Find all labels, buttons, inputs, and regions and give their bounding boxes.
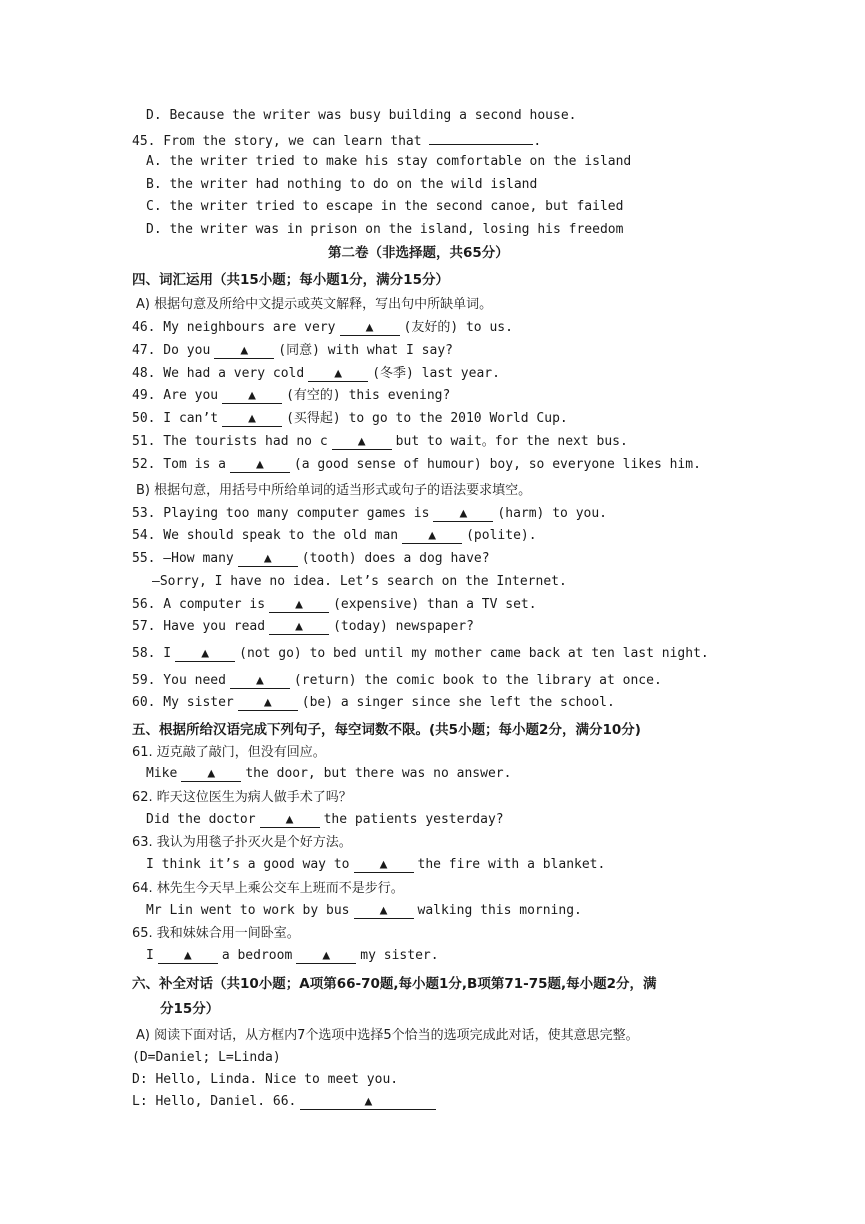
q50-text: 50. I can’t [132, 411, 219, 426]
q59-text: 59. You need [132, 673, 226, 688]
q53-text: 53. Playing too many computer games is [132, 506, 430, 521]
q64-blank [354, 903, 414, 919]
q56-text: 56. A computer is [132, 597, 266, 612]
q61-blank [181, 766, 241, 782]
question-62-chinese: 62. 昨天这位医生为病人做手术了吗？ [132, 790, 352, 805]
dlg2-text: L: Hello, Daniel. 66. [132, 1094, 297, 1109]
q45-option-a: A. the writer tried to make his stay comfortable on the island [146, 154, 632, 169]
q49-hint: (有空的) this evening? [286, 388, 451, 403]
question-55 [132, 550, 490, 568]
q45-option-c: C. the writer tried to escape in the second canoe, but failed [146, 199, 624, 214]
question-61-chinese: 61. 迈克敲了敲门，但没有回应。 [132, 745, 326, 760]
question-47 [132, 342, 453, 360]
q60-blank [238, 695, 298, 711]
dialogue-line-linda [132, 1093, 440, 1111]
q65-blank-1 [158, 948, 218, 964]
triangle-icon: ▲ [357, 434, 366, 449]
q48-blank [308, 366, 368, 382]
q57-text: 57. Have you read [132, 619, 266, 634]
question-58 [132, 645, 709, 663]
q45-text: 45. From the story, we can learn that [132, 134, 430, 149]
question-49 [132, 387, 450, 405]
part-two-heading: 第二卷（非选择题，共65分） [328, 245, 509, 261]
q63-rest: the fire with a blanket. [417, 857, 606, 872]
question-57 [132, 618, 474, 636]
q60-hint: (be) a singer since she left the school. [301, 695, 615, 710]
question-65-chinese: 65. 我和妹妹合用一间卧室。 [132, 926, 300, 941]
question-48 [132, 365, 500, 383]
q62-text: Did the doctor [146, 812, 256, 827]
question-55-reply: —Sorry, I have no idea. Let’s search on the Internet. [152, 574, 567, 589]
q61-text: Mike [146, 766, 178, 781]
q45-end: . [533, 134, 542, 149]
q55-text: 55. —How many [132, 551, 234, 566]
q56-blank [269, 597, 329, 613]
question-53 [132, 505, 607, 523]
section-four-b-instruction: B) 根据句意，用括号中所给单词的适当形式或句子的语法要求填空。 [136, 483, 532, 498]
triangle-icon: ▲ [256, 673, 264, 688]
q51-hint: but to wait。for the next bus. [395, 434, 628, 449]
triangle-icon: ▲ [459, 506, 468, 521]
question-63-english [146, 856, 605, 874]
question-65-english [146, 947, 439, 965]
q63-text: I think it’s a good way to [146, 857, 350, 872]
section-six-heading: 六、补全对话（共10小题；A项第66-70题,每小题1分,B项第71-75题,每小题2分，满 [132, 976, 657, 992]
q65-rest: my sister. [360, 948, 439, 963]
q58-hint: (not go) to bed until my mother came back at ten last night. [239, 646, 709, 661]
q54-blank [402, 528, 462, 544]
q49-text: 49. Are you [132, 388, 219, 403]
q49-blank [222, 388, 282, 404]
q65-text: I [146, 948, 154, 963]
q48-hint: (冬季) last year. [372, 366, 500, 381]
section-five-heading: 五、根据所给汉语完成下列句子，每空词数不限。(共5小题；每小题2分，满分10分) [132, 722, 641, 738]
q48-text: 48. We had a very cold [132, 366, 305, 381]
q46-hint: (友好的) to us. [403, 320, 513, 335]
q45-stem [132, 130, 541, 151]
question-61-english [146, 765, 511, 783]
q60-text: 60. My sister [132, 695, 234, 710]
section-four-a-instruction: A) 根据句意及所给中文提示或英文解释，写出句中所缺单词。 [136, 297, 493, 312]
q53-blank [433, 506, 493, 522]
q45-option-b: B. the writer had nothing to do on the wild island [146, 177, 538, 192]
q50-blank [222, 411, 282, 427]
triangle-icon: ▲ [295, 619, 303, 634]
q47-blank [214, 343, 274, 359]
triangle-icon: ▲ [379, 857, 388, 872]
triangle-icon: ▲ [428, 528, 437, 543]
triangle-icon: ▲ [379, 903, 388, 918]
q47-text: 47. Do you [132, 343, 211, 358]
q45-blank [429, 130, 533, 145]
triangle-icon: ▲ [322, 948, 331, 963]
triangle-icon: ▲ [365, 320, 374, 335]
q65-blank-2 [296, 948, 356, 964]
q44-option-d: D. Because the writer was busy building a second house. [146, 108, 577, 123]
q57-hint: (today) newspaper? [333, 619, 474, 634]
q51-text: 51. The tourists had no c [132, 434, 328, 449]
q47-hint: (同意) with what I say? [278, 343, 453, 358]
q52-hint: (a good sense of humour) boy, so everyone likes him. [293, 457, 701, 472]
q46-text: 46. My neighbours are very [132, 320, 336, 335]
q53-hint: (harm) to you. [497, 506, 607, 521]
question-52 [132, 456, 701, 474]
q58-text: 58. I [132, 646, 172, 661]
q63-blank [354, 857, 414, 873]
section-four-heading: 四、词汇运用（共15小题；每小题1分，满分15分） [132, 272, 449, 288]
question-64-english [146, 902, 582, 920]
triangle-icon: ▲ [248, 388, 256, 403]
q59-hint: (return) the comic book to the library at once. [293, 673, 662, 688]
question-59 [132, 672, 662, 690]
triangle-icon: ▲ [240, 343, 249, 358]
q59-blank [230, 673, 290, 689]
q55-blank [238, 551, 298, 567]
triangle-icon: ▲ [364, 1094, 373, 1109]
triangle-icon: ▲ [295, 597, 303, 612]
q61-rest: the door, but there was no answer. [245, 766, 512, 781]
triangle-icon: ▲ [183, 948, 192, 963]
q64-rest: walking this morning. [417, 903, 582, 918]
dialogue-line-daniel: D: Hello, Linda. Nice to meet you. [132, 1072, 399, 1087]
triangle-icon: ▲ [334, 366, 343, 381]
question-56 [132, 596, 537, 614]
q62-blank [260, 812, 320, 828]
q46-blank [340, 320, 400, 336]
q52-text: 52. Tom is a [132, 457, 226, 472]
q55-hint: (tooth) does a dog have? [301, 551, 490, 566]
q64-text: Mr Lin went to work by bus [146, 903, 350, 918]
q54-text: 54. We should speak to the old man [132, 528, 399, 543]
question-50 [132, 410, 568, 428]
q45-option-d: D. the writer was in prison on the island, losing his freedom [146, 222, 624, 237]
q65-middle: a bedroom [221, 948, 293, 963]
triangle-icon: ▲ [207, 766, 216, 781]
q54-hint: (polite). [466, 528, 537, 543]
question-63-chinese: 63. 我认为用毯子扑灭火是个好方法。 [132, 835, 352, 850]
question-60 [132, 694, 615, 712]
question-64-chinese: 64. 林先生今天早上乘公交车上班而不是步行。 [132, 881, 404, 896]
question-51 [132, 433, 628, 451]
question-46 [132, 319, 513, 337]
dialogue-roles: (D=Daniel; L=Linda) [132, 1050, 281, 1065]
triangle-icon: ▲ [263, 551, 272, 566]
triangle-icon: ▲ [248, 411, 256, 426]
q52-blank [230, 457, 290, 473]
q66-blank [300, 1094, 436, 1110]
q57-blank [269, 619, 329, 635]
section-six-a-instruction: A) 阅读下面对话，从方框内7个选项中选择5个恰当的选项完成此对话，使其意思完整。 [136, 1028, 639, 1043]
question-62-english [146, 811, 504, 829]
q62-rest: the patients yesterday? [323, 812, 504, 827]
triangle-icon: ▲ [256, 457, 264, 472]
triangle-icon: ▲ [263, 695, 272, 710]
q51-blank [332, 434, 392, 450]
section-six-heading-cont: 分15分） [160, 1001, 220, 1017]
triangle-icon: ▲ [201, 646, 210, 661]
question-54 [132, 527, 537, 545]
q50-hint: (买得起) to go to the 2010 World Cup. [286, 411, 568, 426]
q58-blank [175, 646, 235, 662]
triangle-icon: ▲ [285, 812, 294, 827]
q56-hint: (expensive) than a TV set. [333, 597, 537, 612]
